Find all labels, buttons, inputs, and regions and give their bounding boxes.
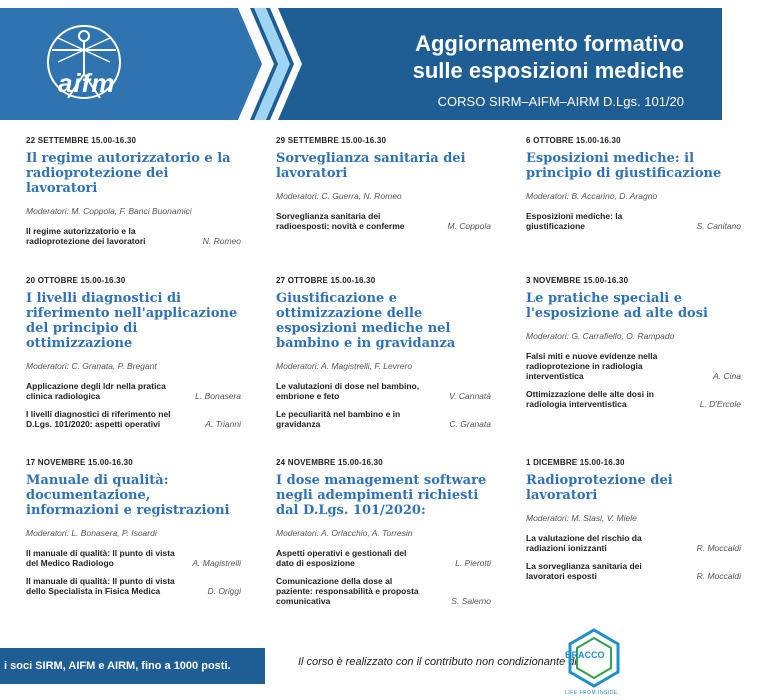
session-date: 20 OTTOBRE 15.00-16.30 [26,276,126,285]
session-date: 3 NOVEMBRE 15.00-16.30 [526,276,629,285]
course-subtitle: CORSO SIRM–AIFM–AIRM D.Lgs. 101/20 [437,94,684,109]
sponsor-name: BRACCO [565,650,605,660]
talk-title: Esposizioni mediche: la giustificazione [526,211,623,231]
talk-speaker: N. Romeo [202,236,241,246]
sponsor-tagline: LIFE FROM INSIDE [565,690,618,696]
talk-item [26,576,241,596]
session-title: I dose management software negli adempimenti richiesti dal D.Lgs. 101/2020: [276,473,487,518]
talk-speaker: A. Trianni [205,419,241,429]
session-moderators: Moderatori: C. Guerra, N. Romeo [276,191,402,201]
talk-speaker: A. Magistrelli [192,558,241,568]
footer-sponsor-note: Il corso è realizzato con il contributo non condizionante di [298,656,577,668]
talk-speaker: C. Granata [449,419,491,429]
session-card [526,136,741,239]
talk-item [26,548,241,568]
talk-title: Il manuale di qualità: Il punto di vista del Medico Radiologo [26,548,175,568]
page-title [413,30,684,84]
talk-title: Falsi miti e nuove evidenze nella radioprotezione in radiologia interventistica [526,351,658,381]
talk-item [26,226,241,246]
session-title: Manuale di qualità: documentazione, informazioni e registrazioni [26,473,230,518]
title-line-2: sulle esposizioni mediche [412,58,684,83]
session-title: Esposizioni mediche: il principio di giustificazione [526,151,722,181]
session-date: 1 DICEMBRE 15.00-16.30 [526,458,625,467]
talk-title: Sorveglianza sanitaria dei radioesposti: novità e conferme [276,211,405,231]
talk-speaker: A. Cina [713,371,741,381]
header-banner [0,8,722,120]
session-date: 6 OTTOBRE 15.00-16.30 [526,136,621,145]
title-line-1: Aggiornamento formativo [415,31,684,56]
session-title: Sorveglianza sanitaria dei lavoratori [276,151,466,181]
talk-title: Aspetti operativi e gestionali del dato di esposizione [276,548,407,568]
talk-speaker: S. Salerno [451,596,491,606]
session-card [26,276,241,437]
session-title: I livelli diagnostici di riferimento nell'applicazione del principio di ottimizzazione [26,291,238,351]
session-title: Il regime autorizzatorio e la radioprotezione dei lavoratori [26,151,231,196]
talk-item [526,533,741,553]
session-title: Giustificazione e ottimizzazione delle esposizioni mediche nel bambino e in gravidanza [276,291,456,351]
talk-item [276,381,491,401]
talk-speaker: L. Pierotti [455,558,491,568]
talk-title: Il manuale di qualità: Il punto di vista dello Specialista in Fisica Medica [26,576,175,596]
talk-title: I livelli diagnostici di riferimento nel D.Lgs. 101/2020: aspetti operativi [26,409,171,429]
session-moderators: Moderatori: L. Bonasera, P. Isoardi [26,528,157,538]
talk-title: Comunicazione della dose al paziente: responsabilità e proposta comunicativa [276,576,419,606]
talk-speaker: S. Canitano [696,221,741,231]
talk-item [526,211,741,231]
session-card [526,458,741,589]
footer-seats-banner [0,648,265,684]
talk-item [26,381,241,401]
session-date: 27 OTTOBRE 15.00-16.30 [276,276,376,285]
talk-speaker: L. Bonasera [195,391,241,401]
talk-item [26,409,241,429]
talk-item [276,409,491,429]
logo-text: aifm [58,68,116,98]
partner-logo-edge-icon [0,44,10,74]
session-card [276,458,491,614]
session-card [26,136,241,254]
talk-item [276,576,491,606]
session-date: 17 NOVEMBRE 15.00-16.30 [26,458,133,467]
talk-speaker: M. Coppola [447,221,491,231]
talk-item [526,389,741,409]
talk-title: Applicazione degli ldr nella pratica clinica radiologica [26,381,166,401]
talk-speaker: D. Origgi [207,586,241,596]
talk-speaker: R. Moccaldi [696,571,741,581]
talk-speaker: V. Cannatà [449,391,491,401]
session-title: Le pratiche speciali e l'esposizione ad alte dosi [526,291,708,321]
session-moderators: Moderatori: A. Orlacchio, A. Torresin [276,528,413,538]
session-card [26,458,241,604]
talk-title: Le valutazioni di dose nel bambino, embrione e feto [276,381,420,401]
talk-item [276,211,491,231]
session-title: Radioprotezione dei lavoratori [526,473,673,503]
session-moderators: Moderatori: C. Granata, P. Bregant [26,361,157,371]
session-date: 29 SETTEMBRE 15.00-16.30 [276,136,387,145]
footer-seats-text: i soci SIRM, AIFM e AIRM, fino a 1000 posti. [4,660,231,672]
session-card [276,276,491,437]
session-moderators: Moderatori: M. Stasi, V. Miele [526,513,637,523]
session-moderators: Moderatori: B. Accarino, D. Aragno [526,191,658,201]
session-date: 22 SETTEMBRE 15.00-16.30 [26,136,137,145]
bracco-logo-icon [564,628,624,698]
talk-title: La sorveglianza sanitaria dei lavoratori esposti [526,561,642,581]
talk-speaker: R. Moccaldi [696,543,741,553]
session-card [276,136,491,239]
talk-title: Ottimizzazione delle alte dosi in radiologia interventistica [526,389,654,409]
talk-title: Il regime autorizzatorio e la radioprotezione dei lavoratori [26,226,146,246]
talk-title: La valutazione del rischio da radiazioni ionizzanti [526,533,642,553]
talk-title: Le peculiarità nel bambino e in gravidanza [276,409,401,429]
talk-item [526,351,741,381]
session-moderators: Moderatori: A. Magistrelli, F. Levrero [276,361,413,371]
session-moderators: Moderatori: M. Coppola, F. Banci Buonamici [26,206,192,216]
session-date: 24 NOVEMBRE 15.00-16.30 [276,458,383,467]
session-card [526,276,741,417]
talk-speaker: L. D'Ercole [699,399,741,409]
session-moderators: Moderatori: G. Carrafiello, O. Rampado [526,331,675,341]
talk-item [276,548,491,568]
talk-item [526,561,741,581]
